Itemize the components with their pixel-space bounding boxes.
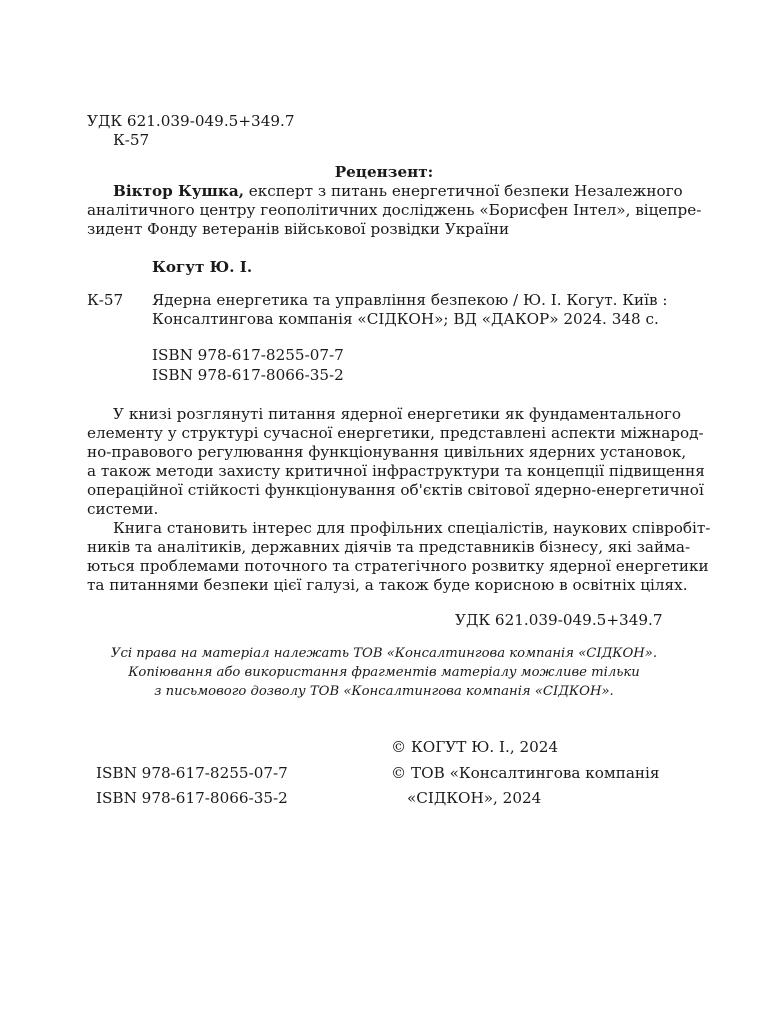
reviewer-heading: Рецензент: xyxy=(334,163,434,181)
abstract-p1-line: а також методи захисту критичної інфраструктури та концепції підвищення xyxy=(87,462,705,480)
rights-line: Усі права на матеріал належать ТОВ «Консалтингова компанія «СІДКОН». xyxy=(110,646,658,661)
isbn-bottom-1: ISBN 978-617-8255-07-7 xyxy=(96,764,288,782)
abstract-p2-line: ються проблемами поточного та стратегічного розвитку ядерної енергетики xyxy=(87,557,709,575)
reviewer-line-2: аналітичного центру геополітичних досліджень «Борисфен Інтел», віцепре- xyxy=(87,201,702,219)
entry-line-2: Консалтингова компанія «СІДКОН»; ВД «ДАКОР» 2024. 348 с. xyxy=(152,310,659,328)
entry-code: К-57 xyxy=(87,291,124,309)
reviewer-desc-1: експерт з питань енергетичної безпеки Незалежного xyxy=(243,182,683,200)
udk-code: УДК 621.039-049.5+349.7 xyxy=(87,112,295,130)
author-heading: Когут Ю. І. xyxy=(152,258,253,276)
reviewer-name: Віктор Кушка, xyxy=(113,182,244,200)
abstract-p1-line: елементу у структурі сучасної енергетики, представлені аспекти міжнарод- xyxy=(87,424,704,442)
rights-line: з письмового дозволу ТОВ «Консалтингова компанія «СІДКОН». xyxy=(154,684,614,699)
entry-isbn-1: ISBN 978-617-8255-07-7 xyxy=(152,346,344,364)
copyright-company-cont: «СІДКОН», 2024 xyxy=(407,789,542,807)
rights-line: Копіювання або використання фрагментів матеріалу можливе тільки xyxy=(128,665,640,680)
abstract-p1-line: операційної стійкості функціонування об'єктів світової ядерно-енергетичної xyxy=(87,481,704,499)
udk-code-bottom: УДК 621.039-049.5+349.7 xyxy=(455,611,663,629)
library-code: К-57 xyxy=(113,131,150,149)
abstract-p1-line: системи. xyxy=(87,500,159,518)
copyright-author: © КОГУТ Ю. І., 2024 xyxy=(391,738,559,756)
reviewer-line-1 xyxy=(113,182,681,201)
abstract-p1-line: У книзі розглянуті питання ядерної енергетики як фундаментального xyxy=(113,405,681,423)
abstract-p1-line: но-правового регулювання функціонування цивільних ядерних установок, xyxy=(87,443,687,461)
abstract-p2-line: та питаннями безпеки цієї галузі, а також буде корисною в освітніх цілях. xyxy=(87,576,688,594)
entry-line-1: Ядерна енергетика та управління безпекою / Ю. І. Когут. Київ : xyxy=(152,291,668,309)
copyright-company: © ТОВ «Консалтингова компанія xyxy=(391,764,660,782)
entry-isbn-2: ISBN 978-617-8066-35-2 xyxy=(152,366,344,384)
abstract-p2-line: ників та аналітиків, державних діячів та представників бізнесу, які займа- xyxy=(87,538,691,556)
reviewer-line-3: зидент Фонду ветеранів військової розвідки України xyxy=(87,220,510,238)
isbn-bottom-2: ISBN 978-617-8066-35-2 xyxy=(96,789,288,807)
abstract-p2-line: Книга становить інтерес для профільних спеціалістів, наукових співробіт- xyxy=(113,519,711,537)
